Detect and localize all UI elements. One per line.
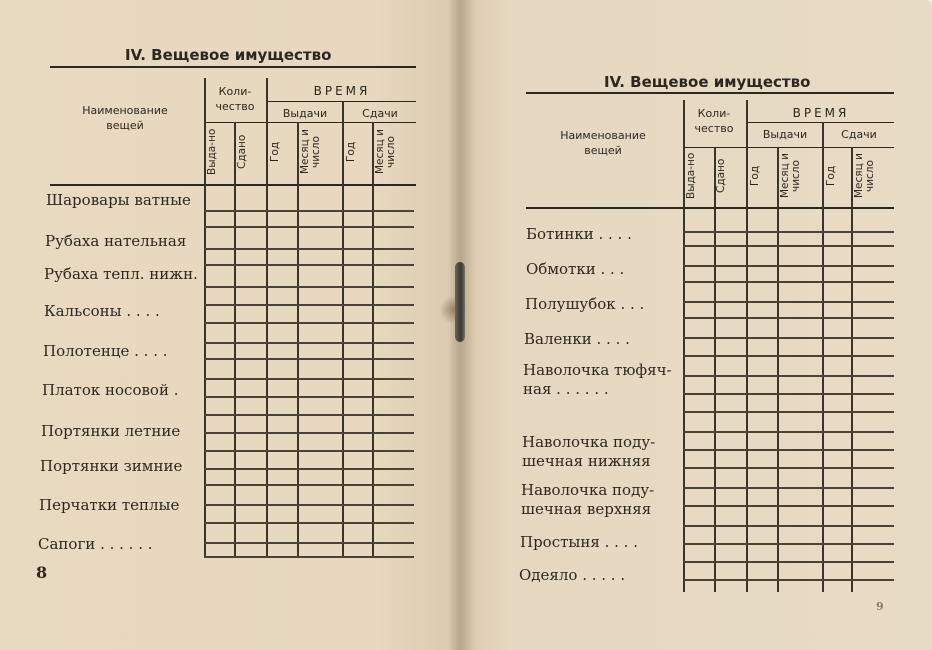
header-returned: Сдано	[236, 134, 248, 170]
header-returned: Сдано	[715, 158, 727, 194]
header-time: ВРЕМЯ	[313, 84, 371, 98]
header-rule-time	[748, 122, 894, 123]
list-item	[522, 433, 655, 471]
list-item: Шаровары ватные	[46, 191, 191, 209]
list-item-line: Наволочка поду-	[521, 481, 655, 499]
list-item: Одеяло . . . . .	[519, 566, 626, 584]
list-item: Портянки зимние	[40, 457, 183, 475]
header-issue: Выдачи	[282, 107, 328, 120]
list-item-line: Наволочка тюфяч-	[523, 361, 672, 379]
table-grid	[204, 186, 414, 558]
list-item: Кальсоны . . . .	[44, 302, 160, 320]
header-top-rule	[50, 66, 416, 68]
header-month-day: Месяц и число	[853, 153, 876, 199]
list-item-line: шечная нижняя	[522, 452, 651, 470]
header-issued: Выда-но	[685, 152, 697, 200]
header-month-day: Месяц и число	[779, 153, 802, 199]
right-page	[452, 0, 932, 650]
header-rule-sub	[684, 147, 894, 148]
header-quantity: Коли-чество	[215, 85, 255, 113]
list-item: Полушубок . . .	[525, 295, 645, 313]
list-item: Обмотки . . .	[526, 260, 625, 278]
header-year: Год	[345, 141, 357, 163]
header-return: Сдачи	[362, 107, 398, 120]
header-quantity: Коли-чество	[694, 107, 734, 135]
list-item: Ботинки . . . .	[526, 225, 632, 243]
header-rule-sub	[206, 122, 416, 123]
list-item: Валенки . . . .	[524, 330, 630, 348]
header-year: Год	[269, 141, 281, 163]
list-item: Рубаха тепл. нижн.	[44, 265, 198, 283]
header-year: Год	[749, 165, 761, 187]
page-number: 8	[36, 563, 48, 582]
header-time: ВРЕМЯ	[792, 106, 850, 120]
header-top-rule	[526, 92, 894, 94]
header-month-day: Месяц и число	[299, 129, 322, 175]
header-issued: Выда-но	[206, 128, 218, 176]
list-item: Портянки летние	[41, 422, 181, 440]
list-item	[523, 361, 672, 399]
header-year: Год	[825, 165, 837, 187]
header-name: Наименование вещей	[82, 104, 168, 132]
page-number: 9	[876, 600, 884, 613]
header-name: Наименование вещей	[560, 129, 646, 157]
header-issue: Выдачи	[762, 128, 808, 141]
header-month-day: Месяц и число	[374, 129, 397, 175]
table-grid	[683, 209, 894, 591]
section-title: IV. Вещевое имущество	[125, 46, 332, 64]
list-item	[521, 481, 654, 519]
list-item: Простыня . . . .	[520, 533, 638, 551]
list-item: Перчатки теплые	[39, 496, 180, 514]
section-title: IV. Вещевое имущество	[604, 73, 811, 91]
list-item-line: Наволочка поду-	[522, 433, 656, 451]
staple	[455, 262, 465, 342]
list-item: Сапоги . . . . . .	[38, 535, 153, 553]
list-item: Полотенце . . . .	[43, 342, 168, 360]
list-item: Платок носовой .	[42, 381, 179, 399]
list-item-line: шечная верхняя	[521, 500, 652, 518]
list-item-line: ная . . . . . .	[523, 380, 609, 398]
header-return: Сдачи	[841, 128, 877, 141]
list-item: Рубаха нательная	[45, 232, 187, 250]
